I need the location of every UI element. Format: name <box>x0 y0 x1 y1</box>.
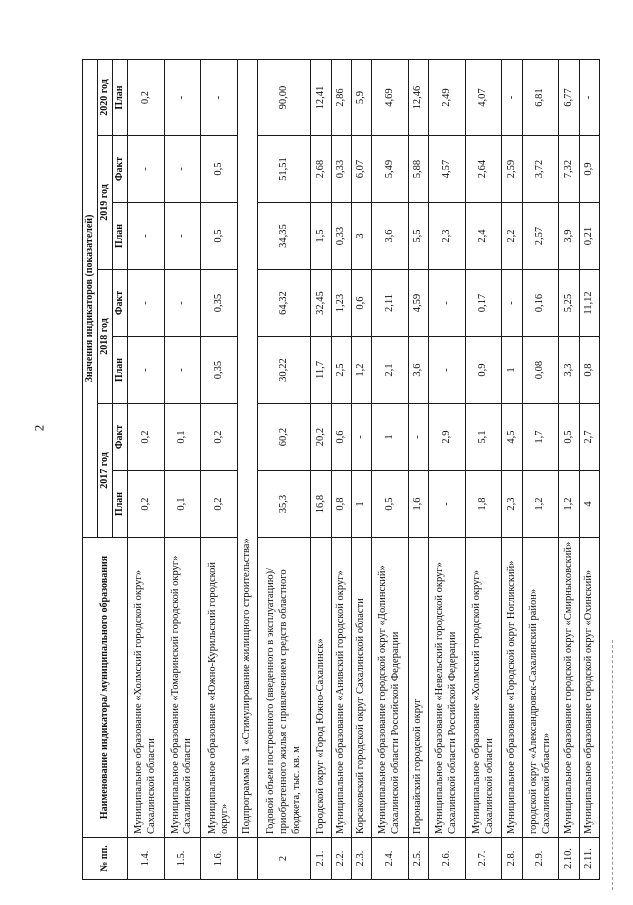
indicator-value: 4,59 <box>408 270 428 337</box>
indicator-value: - <box>128 337 165 404</box>
row-number: 1.5. <box>164 838 201 880</box>
indicator-value: 11,12 <box>579 270 599 337</box>
indicator-value: 5,1 <box>465 404 502 471</box>
indicator-value: 2,86 <box>331 59 351 135</box>
header-fact: Факт <box>113 404 128 471</box>
indicator-value: 90,00 <box>258 59 311 135</box>
indicator-value: 60,2 <box>258 404 311 471</box>
indicator-value: 0,9 <box>579 136 599 203</box>
row-number <box>237 838 257 880</box>
indicator-value: 0,5 <box>201 203 238 270</box>
indicator-value: 0,17 <box>465 270 502 337</box>
indicator-value: 2,64 <box>465 136 502 203</box>
indicator-value: 12,41 <box>311 59 331 135</box>
indicator-value: - <box>408 404 428 471</box>
header-plan: План <box>113 203 128 270</box>
row-number: 2.10. <box>559 838 579 880</box>
table-row <box>258 59 311 879</box>
table-row <box>331 59 351 879</box>
indicator-value: 2,68 <box>311 136 331 203</box>
indicator-value: 5,9 <box>351 59 371 135</box>
indicator-value: - <box>429 270 466 337</box>
indicator-value: 0,5 <box>559 404 579 471</box>
header-plan: План <box>113 59 128 135</box>
indicator-name: Муниципальное образование городской округ «Смирныховский» <box>559 538 579 838</box>
table-row <box>372 59 409 879</box>
indicator-value: 3 <box>351 203 371 270</box>
indicator-value: 11,7 <box>311 337 331 404</box>
row-number: 2 <box>258 838 311 880</box>
table-body <box>128 59 600 879</box>
row-number: 2.6. <box>429 838 466 880</box>
indicator-name: Городской округ «Город Южно-Сахалинск» <box>311 538 331 838</box>
row-number: 2.4. <box>372 838 409 880</box>
indicator-value: 0,21 <box>579 203 599 270</box>
indicator-value: 1,5 <box>311 203 331 270</box>
header-name: Наименование индикатора/ муниципального образования <box>83 538 128 838</box>
indicator-value: - <box>128 270 165 337</box>
header-year-2019: 2019 год <box>98 136 113 270</box>
indicator-name: Муниципальное образование «Холмский городской округ» Сахалинской области <box>465 538 502 838</box>
indicator-value: 0,5 <box>372 471 409 538</box>
indicator-name: Годовой объем построенного (введенного в эксплуатацию)/приобретенного жилья с привлечением средств областного бюджета, тыс. кв. м <box>258 538 311 838</box>
indicator-value: 32,45 <box>311 270 331 337</box>
indicator-name: Поронайский городской округ <box>408 538 428 838</box>
indicator-name: Муниципальное образование «Анивский городской округ» <box>331 538 351 838</box>
indicator-value: - <box>128 203 165 270</box>
indicator-value: 0,9 <box>465 337 502 404</box>
indicator-value: 30,22 <box>258 337 311 404</box>
indicator-name: Муниципальное образование городской округ «Охинский» <box>579 538 599 838</box>
table-row <box>237 59 257 879</box>
indicator-value: 0,35 <box>201 270 238 337</box>
indicator-value: 64,32 <box>258 270 311 337</box>
indicator-value: 0,16 <box>522 270 559 337</box>
table-row <box>502 59 522 879</box>
row-number: 2.1. <box>311 838 331 880</box>
indicator-value: 0,08 <box>522 337 559 404</box>
row-number: 2.7. <box>465 838 502 880</box>
indicator-name: Корсаковский городской округ Сахалинской области <box>351 538 371 838</box>
row-number: 2.9. <box>522 838 559 880</box>
indicator-value: 1 <box>351 471 371 538</box>
indicator-value: 3,9 <box>559 203 579 270</box>
indicator-value: 0,35 <box>201 337 238 404</box>
indicator-value: 0,8 <box>331 471 351 538</box>
indicator-value: 2,2 <box>502 203 522 270</box>
indicator-name: Муниципальное образование «Городской округ Ногликский» <box>502 538 522 838</box>
indicator-value: 16,8 <box>311 471 331 538</box>
page-number: 2 <box>31 424 47 432</box>
table-row <box>429 59 466 879</box>
indicator-value: 0,2 <box>201 471 238 538</box>
indicator-value: - <box>351 404 371 471</box>
row-number: 2.2. <box>331 838 351 880</box>
header-year-2020: 2020 год <box>98 59 113 135</box>
indicator-value: - <box>164 270 201 337</box>
header-year-2018: 2018 год <box>98 270 113 404</box>
indicator-value: 5,5 <box>408 203 428 270</box>
indicator-value: 1,2 <box>559 471 579 538</box>
table-header <box>83 59 128 879</box>
indicator-value: - <box>502 270 522 337</box>
table-row <box>201 59 238 879</box>
indicator-value: 1,8 <box>465 471 502 538</box>
indicator-value: 51,51 <box>258 136 311 203</box>
header-plan: План <box>113 337 128 404</box>
indicator-name: Муниципальное образование «Невельский городской округ» Сахалинской области Российской Федерации <box>429 538 466 838</box>
indicator-value: - <box>579 59 599 135</box>
indicator-value: 0,1 <box>164 471 201 538</box>
row-number: 2.3. <box>351 838 371 880</box>
indicators-table <box>82 59 600 880</box>
indicator-value: 4,07 <box>465 59 502 135</box>
indicator-value: 0,1 <box>164 404 201 471</box>
indicator-value: 5,88 <box>408 136 428 203</box>
header-plan: План <box>113 471 128 538</box>
indicator-value: 4,69 <box>372 59 409 135</box>
indicator-value: 2,11 <box>372 270 409 337</box>
indicator-value: 0,8 <box>579 337 599 404</box>
table-row <box>351 59 371 879</box>
indicator-value: 1,2 <box>351 337 371 404</box>
indicator-value: 0,6 <box>351 270 371 337</box>
indicator-value: 5,25 <box>559 270 579 337</box>
indicator-value: 2,9 <box>429 404 466 471</box>
indicator-value: - <box>429 471 466 538</box>
indicator-name: Муниципальное образование «Холмский городской округ» Сахалинской области <box>128 538 165 838</box>
table-row <box>128 59 165 879</box>
scan-edge-line <box>612 640 614 890</box>
indicator-name: Муниципальное образование «Томаринский городской округ» Сахалинской области <box>164 538 201 838</box>
indicator-value: - <box>128 136 165 203</box>
indicator-value: 0,2 <box>128 404 165 471</box>
indicator-value: 6,81 <box>522 59 559 135</box>
indicator-value: 6,77 <box>559 59 579 135</box>
indicator-value: - <box>201 59 238 135</box>
indicator-value: 2,4 <box>465 203 502 270</box>
indicator-value: 6,07 <box>351 136 371 203</box>
row-number: 1.4. <box>128 838 165 880</box>
indicator-value: 1,2 <box>522 471 559 538</box>
indicator-value: 2,7 <box>579 404 599 471</box>
indicator-value: 7,32 <box>559 136 579 203</box>
table-row <box>408 59 428 879</box>
table-row <box>522 59 559 879</box>
indicator-value: 0,33 <box>331 136 351 203</box>
indicator-value: 0,5 <box>201 136 238 203</box>
table-row <box>579 59 599 879</box>
indicator-value: 5,49 <box>372 136 409 203</box>
table-row <box>465 59 502 879</box>
indicator-value: - <box>164 203 201 270</box>
indicator-value: 3,72 <box>522 136 559 203</box>
indicator-value: 4,57 <box>429 136 466 203</box>
indicator-value: 3,6 <box>372 203 409 270</box>
indicator-value: 2,59 <box>502 136 522 203</box>
indicator-name: городской округ «Александровск-Сахалинский район» Сахалинской области» <box>522 538 559 838</box>
indicator-value: 2,3 <box>502 471 522 538</box>
row-number: 2.5. <box>408 838 428 880</box>
table-row <box>559 59 579 879</box>
indicator-value: 2,5 <box>331 337 351 404</box>
indicator-value: 0,2 <box>128 59 165 135</box>
indicator-value: 0,6 <box>331 404 351 471</box>
indicator-value: 1,6 <box>408 471 428 538</box>
indicator-value: 2,57 <box>522 203 559 270</box>
indicator-value: 35,3 <box>258 471 311 538</box>
indicator-value: 34,35 <box>258 203 311 270</box>
row-number: 2.8. <box>502 838 522 880</box>
indicator-name: Муниципальное образование «Южно-Курильский городской округ» <box>201 538 238 838</box>
indicator-value: 1,7 <box>522 404 559 471</box>
table-row <box>164 59 201 879</box>
indicator-value: - <box>164 337 201 404</box>
indicator-value: 3,6 <box>408 337 428 404</box>
indicator-value: 4 <box>579 471 599 538</box>
indicator-value: 1,23 <box>331 270 351 337</box>
indicator-value: - <box>164 59 201 135</box>
header-values: Значения индикаторов (показателей) <box>83 59 98 537</box>
indicator-value: - <box>164 136 201 203</box>
indicator-value: - <box>502 59 522 135</box>
header-fact: Факт <box>113 136 128 203</box>
indicator-value: 2,3 <box>429 203 466 270</box>
indicator-value: 4,5 <box>502 404 522 471</box>
indicator-value: 0,2 <box>128 471 165 538</box>
row-number: 1.6. <box>201 838 238 880</box>
table-row <box>311 59 331 879</box>
indicator-value: 2,49 <box>429 59 466 135</box>
indicator-value: 0,2 <box>201 404 238 471</box>
indicator-value: 0,33 <box>331 203 351 270</box>
indicator-name: Муниципальное образование городской округ «Долинский» Сахалинской области Российской Федерации <box>372 538 409 838</box>
header-num: № пп. <box>83 838 128 880</box>
subprogram-title: Подпрограмма № 1 «Стимулирование жилищного строительства» <box>237 59 257 837</box>
indicator-value: 20,2 <box>311 404 331 471</box>
indicator-value: 3,3 <box>559 337 579 404</box>
header-year-2017: 2017 год <box>98 404 113 538</box>
indicator-value: 2,1 <box>372 337 409 404</box>
indicator-value: 12,46 <box>408 59 428 135</box>
indicator-value: 1 <box>372 404 409 471</box>
indicator-value: - <box>429 337 466 404</box>
header-fact: Факт <box>113 270 128 337</box>
rotated-table-wrapper <box>82 60 600 880</box>
indicator-value: 1 <box>502 337 522 404</box>
row-number: 2.11. <box>579 838 599 880</box>
